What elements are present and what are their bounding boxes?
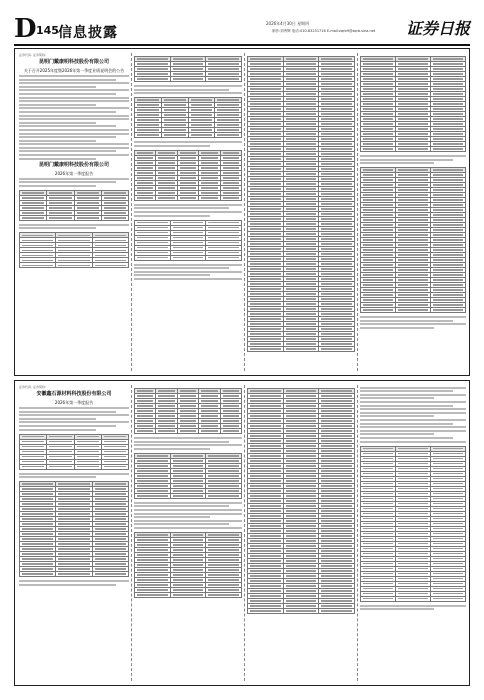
masthead	[14, 16, 470, 42]
cash-flow-table	[360, 167, 466, 313]
financial-table	[134, 220, 242, 261]
top-column-2	[134, 53, 242, 371]
stock-code-header: 证券代码: 证券简称:	[19, 385, 46, 389]
announcement-company: 昆明门戴康明科技股份有限公司	[38, 59, 109, 65]
balance-sheet-table	[247, 388, 355, 614]
announcement-title: 2026年第一季度报告	[54, 400, 94, 405]
bottom-column-4	[360, 385, 466, 681]
shareholder-table	[134, 388, 242, 434]
stock-code-header: 证券代码: 证券简称:	[19, 53, 46, 57]
masthead-rule	[14, 44, 470, 46]
top-column-3	[247, 53, 355, 371]
shareholder-table	[134, 150, 242, 201]
financial-table	[134, 97, 242, 138]
newspaper-logo: 证券日报	[405, 19, 470, 38]
bottom-column-2	[134, 385, 242, 681]
announcement-title-2: 2026年第一季度报告	[54, 170, 94, 176]
announcement-company-2: 昆明门戴康明科技股份有限公司	[38, 161, 109, 168]
bottom-announcement-block	[14, 380, 470, 686]
section-title: 信息披露	[58, 25, 118, 41]
announcement-company: 安徽鑫石源材料科技股份有限公司	[36, 391, 112, 397]
financial-table	[134, 453, 242, 499]
cash-flow-table	[360, 56, 466, 152]
announcement-title: 关于召开2025年度暨2026年第一季度业绩说明会的公告	[23, 68, 125, 73]
profit-table	[360, 446, 466, 602]
financial-table	[19, 481, 129, 577]
financial-table	[134, 532, 242, 598]
bottom-column-3	[247, 385, 355, 681]
bottom-column-1	[19, 385, 129, 681]
page-letter: D	[14, 14, 37, 44]
top-announcement-block	[14, 48, 470, 376]
financial-table	[19, 190, 129, 221]
contact-line: 制作:刘秀辉 电话:010-83251716 E-mail:zqrb9@zqrb.sina.net	[272, 29, 376, 33]
financial-table	[19, 434, 129, 470]
balance-sheet-table	[247, 56, 355, 352]
financial-table	[134, 56, 242, 82]
financial-table	[19, 232, 129, 268]
date-line: 2026年4月30日 星期四	[266, 21, 310, 26]
top-column-4	[360, 53, 466, 371]
page-number: 145	[36, 24, 59, 37]
top-column-1	[19, 53, 129, 371]
